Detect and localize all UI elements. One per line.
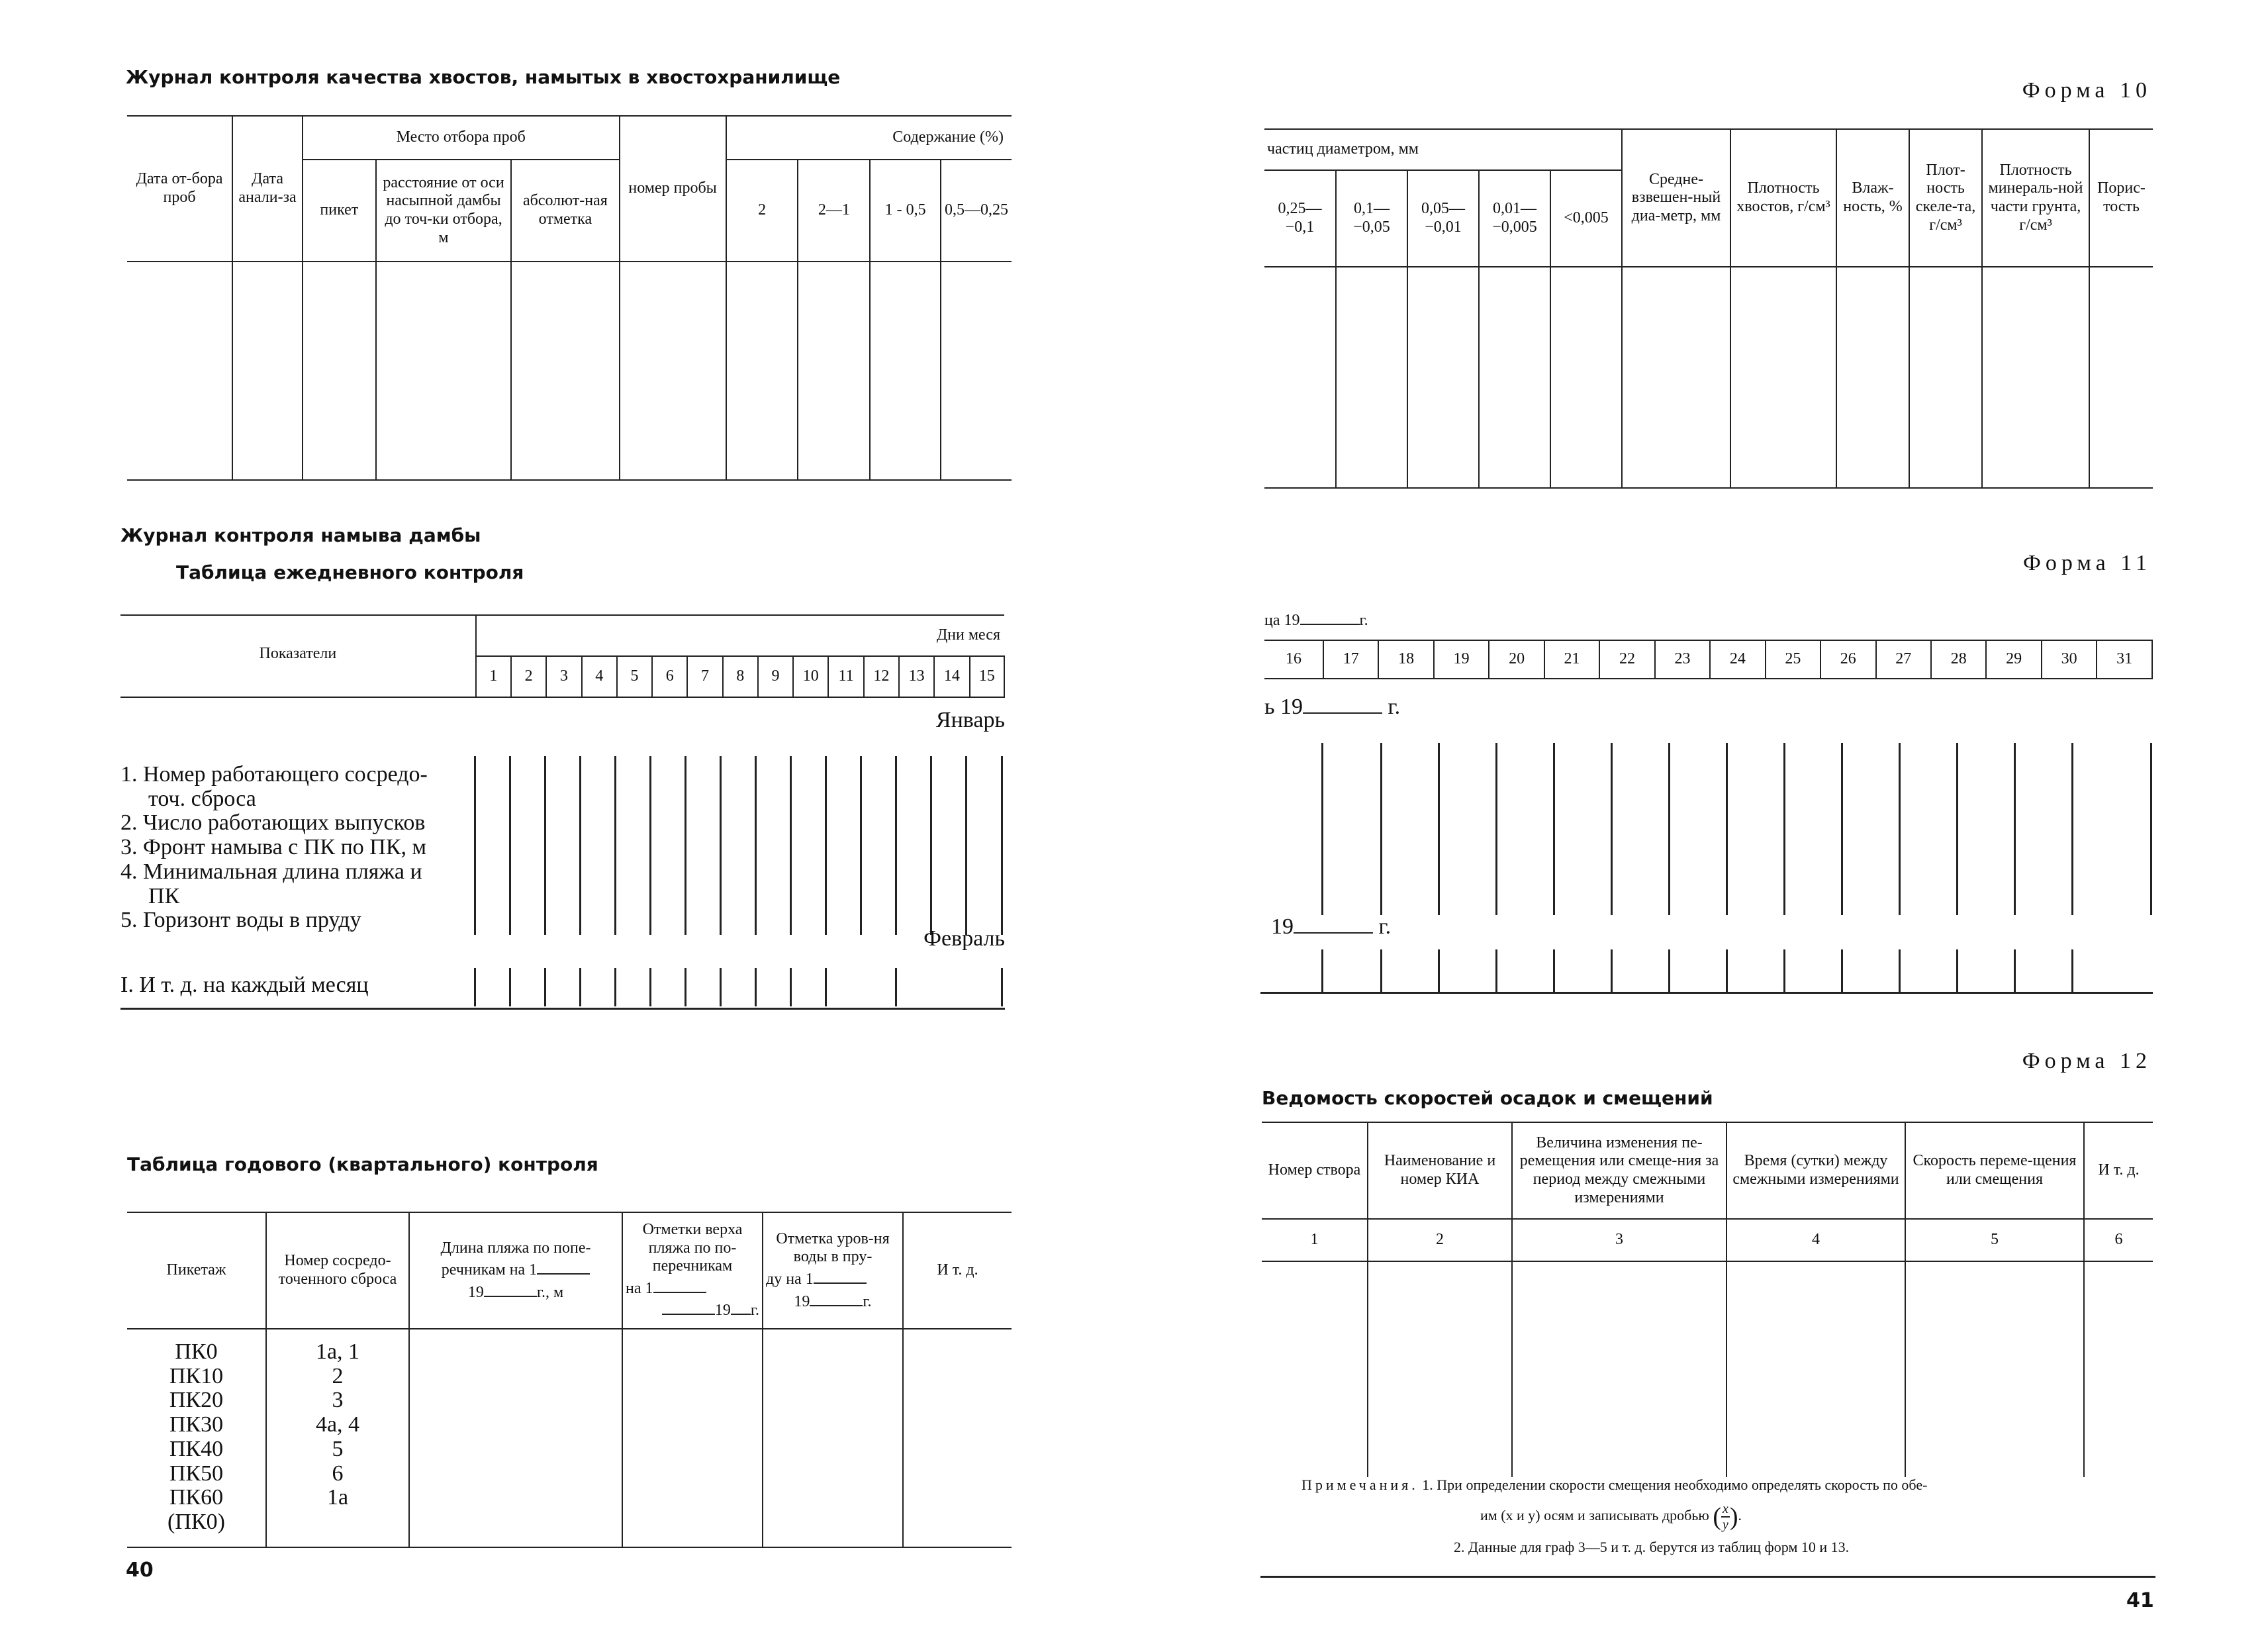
col-sample-no: номер пробы: [620, 116, 726, 262]
col-kia-name: Наименование и номер КИА: [1368, 1122, 1512, 1219]
blank-cell: [2084, 1261, 2153, 1477]
fraction-cell: 1 - 0,5: [870, 160, 941, 262]
fraction-cell: 0,25—−0,1: [1264, 170, 1336, 267]
col-beach-length-line: [412, 1257, 619, 1280]
col-beach-length: [409, 1212, 622, 1329]
column-number: 5: [1905, 1219, 2084, 1261]
day-cell: 16: [1264, 640, 1323, 679]
fraction-cell: 0,1—−0,05: [1336, 170, 1407, 267]
col-piketazh: Пикетаж: [127, 1212, 266, 1329]
row2-prefix: ь 19: [1264, 695, 1303, 719]
blank-cell: [622, 1329, 763, 1547]
bottom-rule: [1260, 1576, 2155, 1578]
note-line: им (x и y) осям и записывать дробью ( $\frac{x}{y}$ ).: [1480, 1502, 1742, 1532]
fill-blank: [731, 1298, 751, 1315]
month-february: Февраль: [923, 926, 1005, 951]
row1-prefix: ца 19: [1264, 612, 1300, 629]
day-cell: 4: [582, 656, 617, 697]
forma12-label: Форма 12: [2022, 1049, 2151, 1073]
table-row: ПК40: [169, 1436, 224, 1461]
day-cell: 28: [1931, 640, 1986, 679]
col-beach-top-line: Отметки верха пляжа по по-перечникам: [642, 1221, 743, 1275]
forma12-table: [1262, 1122, 2153, 1477]
col-beach-length-line: [412, 1280, 619, 1302]
blank-cell: [1982, 267, 2089, 488]
col-top-suffix: г.: [750, 1302, 759, 1320]
note-line: 2. Данные для граф 3—5 и т. д. берутся из таблиц форм 10 и 13.: [1454, 1539, 1850, 1555]
col-mineral-density: Плотность минераль-ной части грунта, г/см³: [1982, 129, 2089, 267]
day-cell: 19: [1434, 640, 1489, 679]
blank-cell: [1479, 267, 1550, 488]
fraction-cell: 0,05—−0,01: [1407, 170, 1479, 267]
table-row: 4а, 4: [315, 1412, 360, 1437]
col-speed: Скорость переме-щения или смещения: [1905, 1122, 2084, 1219]
indicator-list: [120, 763, 471, 933]
row3-suffix: г.: [1378, 914, 1392, 939]
col-water-year: 19: [794, 1292, 810, 1310]
blank-cell: [941, 262, 1012, 480]
day-cell: 9: [758, 656, 793, 697]
blank-cell: [903, 1329, 1012, 1547]
fraction-numerator: x: [1722, 1502, 1728, 1516]
fraction-cell: <0,005: [1550, 170, 1622, 267]
fill-blank: [1294, 912, 1373, 934]
note-label: Примечания.: [1301, 1476, 1419, 1493]
blank-cell: [870, 262, 941, 480]
blank-cell: [511, 262, 619, 480]
table-row: 1а, 1: [315, 1339, 360, 1364]
journal2-title: Журнал контроля намыва дамбы: [120, 524, 481, 546]
col-displacement: Величина изменения пе-ремещения или смеще-ния за период между смежными измерениями: [1512, 1122, 1726, 1219]
table-row: ПК60: [169, 1485, 224, 1510]
paren-open-glyph: (: [1713, 1503, 1721, 1531]
indicator-item: точ. сброса: [148, 786, 256, 811]
day-cell: 14: [934, 656, 969, 697]
col-porosity: Порис-тость: [2089, 129, 2153, 267]
table-row: 3: [332, 1388, 344, 1413]
day-cell: 21: [1544, 640, 1599, 679]
note-line: [1301, 1476, 2155, 1494]
day-cell: 15: [970, 656, 1005, 697]
blank-cell: [1909, 267, 1982, 488]
column-number: 6: [2084, 1219, 2153, 1261]
blank-cell: [1905, 1261, 2084, 1477]
indicator-item: 4. Минимальная длина пляжа и: [120, 859, 422, 884]
journal1-table: [127, 115, 1012, 481]
day-cell: 3: [546, 656, 581, 697]
col-water-line: Отметка уров-ня воды в пру-: [776, 1230, 890, 1266]
col-top-year: 19: [714, 1302, 731, 1320]
col-abs-mark: абсолют-ная отметка: [511, 160, 619, 262]
col-water-line: [766, 1289, 900, 1312]
fraction-denominator: y: [1722, 1518, 1728, 1532]
fill-blank: [814, 1267, 867, 1284]
forma11-label: Форма 11: [2023, 551, 2151, 575]
blank-cell: [1264, 267, 1336, 488]
col-date-sample: Дата от-бора проб: [127, 116, 232, 262]
row2-suffix: г.: [1388, 695, 1401, 719]
table-row: 5: [332, 1436, 344, 1461]
blank-cell: [1336, 267, 1407, 488]
day-cell: 26: [1820, 640, 1875, 679]
col-etc: И т. д.: [903, 1212, 1012, 1329]
col-mean-diameter: Средне-взвешен-ный диа-метр, мм: [1622, 129, 1730, 267]
day-cell: 10: [793, 656, 828, 697]
forma10-table: [1264, 128, 2153, 489]
col-moisture: Влаж-ность, %: [1836, 129, 1909, 267]
col-beach-prefix: речникам на 1: [441, 1261, 538, 1279]
blank-cell: [409, 1329, 622, 1547]
table-row: 2: [332, 1363, 344, 1388]
outlet-list: [266, 1329, 409, 1547]
fill-blank: [1300, 608, 1360, 625]
column-number: 4: [1726, 1219, 1905, 1261]
blank-cell: [1407, 267, 1479, 488]
table-row: ПК30: [169, 1412, 224, 1437]
day-cell: 30: [2042, 640, 2097, 679]
col-beach-suffix: г., м: [536, 1283, 564, 1301]
col-water-line: [766, 1267, 900, 1289]
table-row: 1а: [326, 1485, 349, 1510]
fill-blank: [1303, 693, 1382, 714]
table-row: (ПК0): [167, 1510, 225, 1535]
col-stvor-number: Номер створа: [1262, 1122, 1368, 1219]
indicator-item: ПК: [148, 883, 180, 908]
group-place: Место отбора проб: [303, 116, 620, 160]
table-row: 6: [332, 1461, 344, 1486]
day-cell: 1: [476, 656, 511, 697]
group-content: Содержание (%): [726, 116, 1012, 160]
col-time-days: Время (сутки) между смежными измерениями: [1726, 1122, 1905, 1219]
last-indicator-item: I. И т. д. на каждый месяц: [120, 973, 369, 997]
col-outlet: Номер сосредо-точенного сброса: [266, 1212, 409, 1329]
day-cell: 5: [617, 656, 652, 697]
fraction-cell: 0,01—−0,005: [1479, 170, 1550, 267]
day-cell: 13: [899, 656, 934, 697]
day-cell: 12: [864, 656, 899, 697]
col-indicators: Показатели: [120, 615, 476, 697]
indicator-item: 5. Горизонт воды в пруду: [120, 908, 361, 933]
forma12-title: Ведомость скоростей осадок и смещений: [1262, 1087, 1713, 1109]
days-header: Дни меся: [476, 615, 1004, 656]
day-cell: 8: [723, 656, 758, 697]
day-cell: 20: [1489, 640, 1544, 679]
day-cell: 25: [1766, 640, 1820, 679]
fill-blank: [662, 1298, 715, 1315]
col-skeleton-density: Плот-ность скеле-та, г/см³: [1909, 129, 1982, 267]
col-beach-year: 19: [467, 1283, 484, 1301]
blank-cell: [763, 1329, 903, 1547]
day-cell: 11: [828, 656, 863, 697]
col-etc: И т. д.: [2084, 1122, 2153, 1219]
indicator-item: 2. Число работающих выпусков: [120, 810, 426, 836]
daily-control-table: [120, 614, 1005, 698]
column-number: 3: [1512, 1219, 1726, 1261]
fill-blank: [537, 1257, 590, 1275]
blank-cell: [798, 262, 870, 480]
note-text: им (x и y) осям и записывать дробью: [1480, 1507, 1709, 1524]
forma10-label: Форма 10: [2022, 78, 2151, 103]
blank-cell: [620, 262, 726, 480]
forma11-row2-label: [1264, 693, 1400, 720]
row1-suffix: г.: [1359, 612, 1368, 629]
blank-cell: [1512, 1261, 1726, 1477]
column-number: 1: [1262, 1219, 1368, 1261]
fill-blank: [653, 1276, 706, 1293]
day-cell: 6: [652, 656, 687, 697]
forma11-row3-label: [1271, 912, 1391, 940]
row3-prefix: 19: [1271, 914, 1294, 939]
col-beach-length-line: Длина пляжа по попе-: [440, 1239, 591, 1257]
annual-table: [127, 1212, 1012, 1548]
col-water-level: [763, 1212, 903, 1329]
table-row: ПК20: [169, 1388, 224, 1413]
blank-cell: [1262, 1261, 1368, 1477]
blank-cell: [1622, 267, 1730, 488]
journal2-subtitle: Таблица ежедневного контроля: [176, 561, 524, 583]
blank-cell: [303, 262, 376, 480]
day-cell: 2: [511, 656, 546, 697]
day-cell: 23: [1655, 640, 1710, 679]
day-cell: 31: [2097, 640, 2152, 679]
col-beach-top-line: [626, 1276, 759, 1298]
day-cell: 27: [1876, 640, 1931, 679]
page-number-right: 41: [2126, 1589, 2154, 1612]
day-cell: 17: [1323, 640, 1378, 679]
blank-cell: [232, 262, 303, 480]
blank-cell: [1550, 267, 1622, 488]
forma11-days-table: [1264, 640, 2153, 679]
col-water-prefix: ду на 1: [766, 1271, 814, 1288]
table-row: ПК0: [175, 1339, 218, 1364]
blank-cell: [726, 262, 798, 480]
day-cell: 18: [1378, 640, 1433, 679]
paren-close-glyph: ): [1729, 1503, 1738, 1531]
note-text: 1. При определении скорости смещения необходимо определять скорость по обе-: [1422, 1476, 1928, 1493]
blank-cell: [1726, 1261, 1905, 1477]
day-cell: 22: [1599, 640, 1654, 679]
forma11-row1-label: [1264, 608, 1368, 630]
col-date-analysis: Дата анали-за: [232, 116, 303, 262]
fraction-cell: 2—1: [798, 160, 870, 262]
day-cell: 7: [687, 656, 722, 697]
indicator-item: 1. Номер работающего сосредо-: [120, 762, 428, 787]
col-top-prefix: на 1: [626, 1279, 653, 1297]
col-beach-top: [622, 1212, 763, 1329]
fraction-cell: 0,5—0,25: [941, 160, 1012, 262]
blank-cell: [1730, 267, 1836, 488]
blank-cell: [1368, 1261, 1512, 1477]
col-water-suffix: г.: [863, 1292, 872, 1310]
table-row: ПК50: [169, 1461, 224, 1486]
col-picket: пикет: [303, 160, 376, 262]
indicator-item: 3. Фронт намыва с ПК по ПК, м: [120, 835, 427, 860]
blank-cell: [127, 262, 232, 480]
col-beach-top-line: [626, 1298, 759, 1320]
piketazh-list: [127, 1329, 266, 1547]
fill-blank: [484, 1280, 537, 1297]
group-particles: частиц диаметром, мм: [1264, 129, 1622, 170]
month-january: Январь: [935, 708, 1005, 732]
blank-cell: [2089, 267, 2153, 488]
fraction-cell: 2: [726, 160, 798, 262]
blank-cell: [376, 262, 512, 480]
table-row: ПК10: [169, 1363, 224, 1388]
annual-title: Таблица годового (квартального) контроля: [127, 1153, 598, 1175]
forma12-notes: [1301, 1476, 2155, 1556]
blank-cell: [1836, 267, 1909, 488]
journal1-title: Журнал контроля качества хвостов, намытых в хвостохранилище: [126, 66, 841, 88]
col-density: Плотность хвостов, г/см³: [1730, 129, 1836, 267]
col-distance: расстояние от оси насыпной дамбы до точ-ки отбора, м: [376, 160, 512, 262]
day-cell: 29: [1986, 640, 2041, 679]
fraction: [1721, 1502, 1730, 1532]
page-number-left: 40: [126, 1559, 154, 1582]
column-number: 2: [1368, 1219, 1512, 1261]
fill-blank: [810, 1289, 863, 1306]
day-cell: 24: [1710, 640, 1765, 679]
